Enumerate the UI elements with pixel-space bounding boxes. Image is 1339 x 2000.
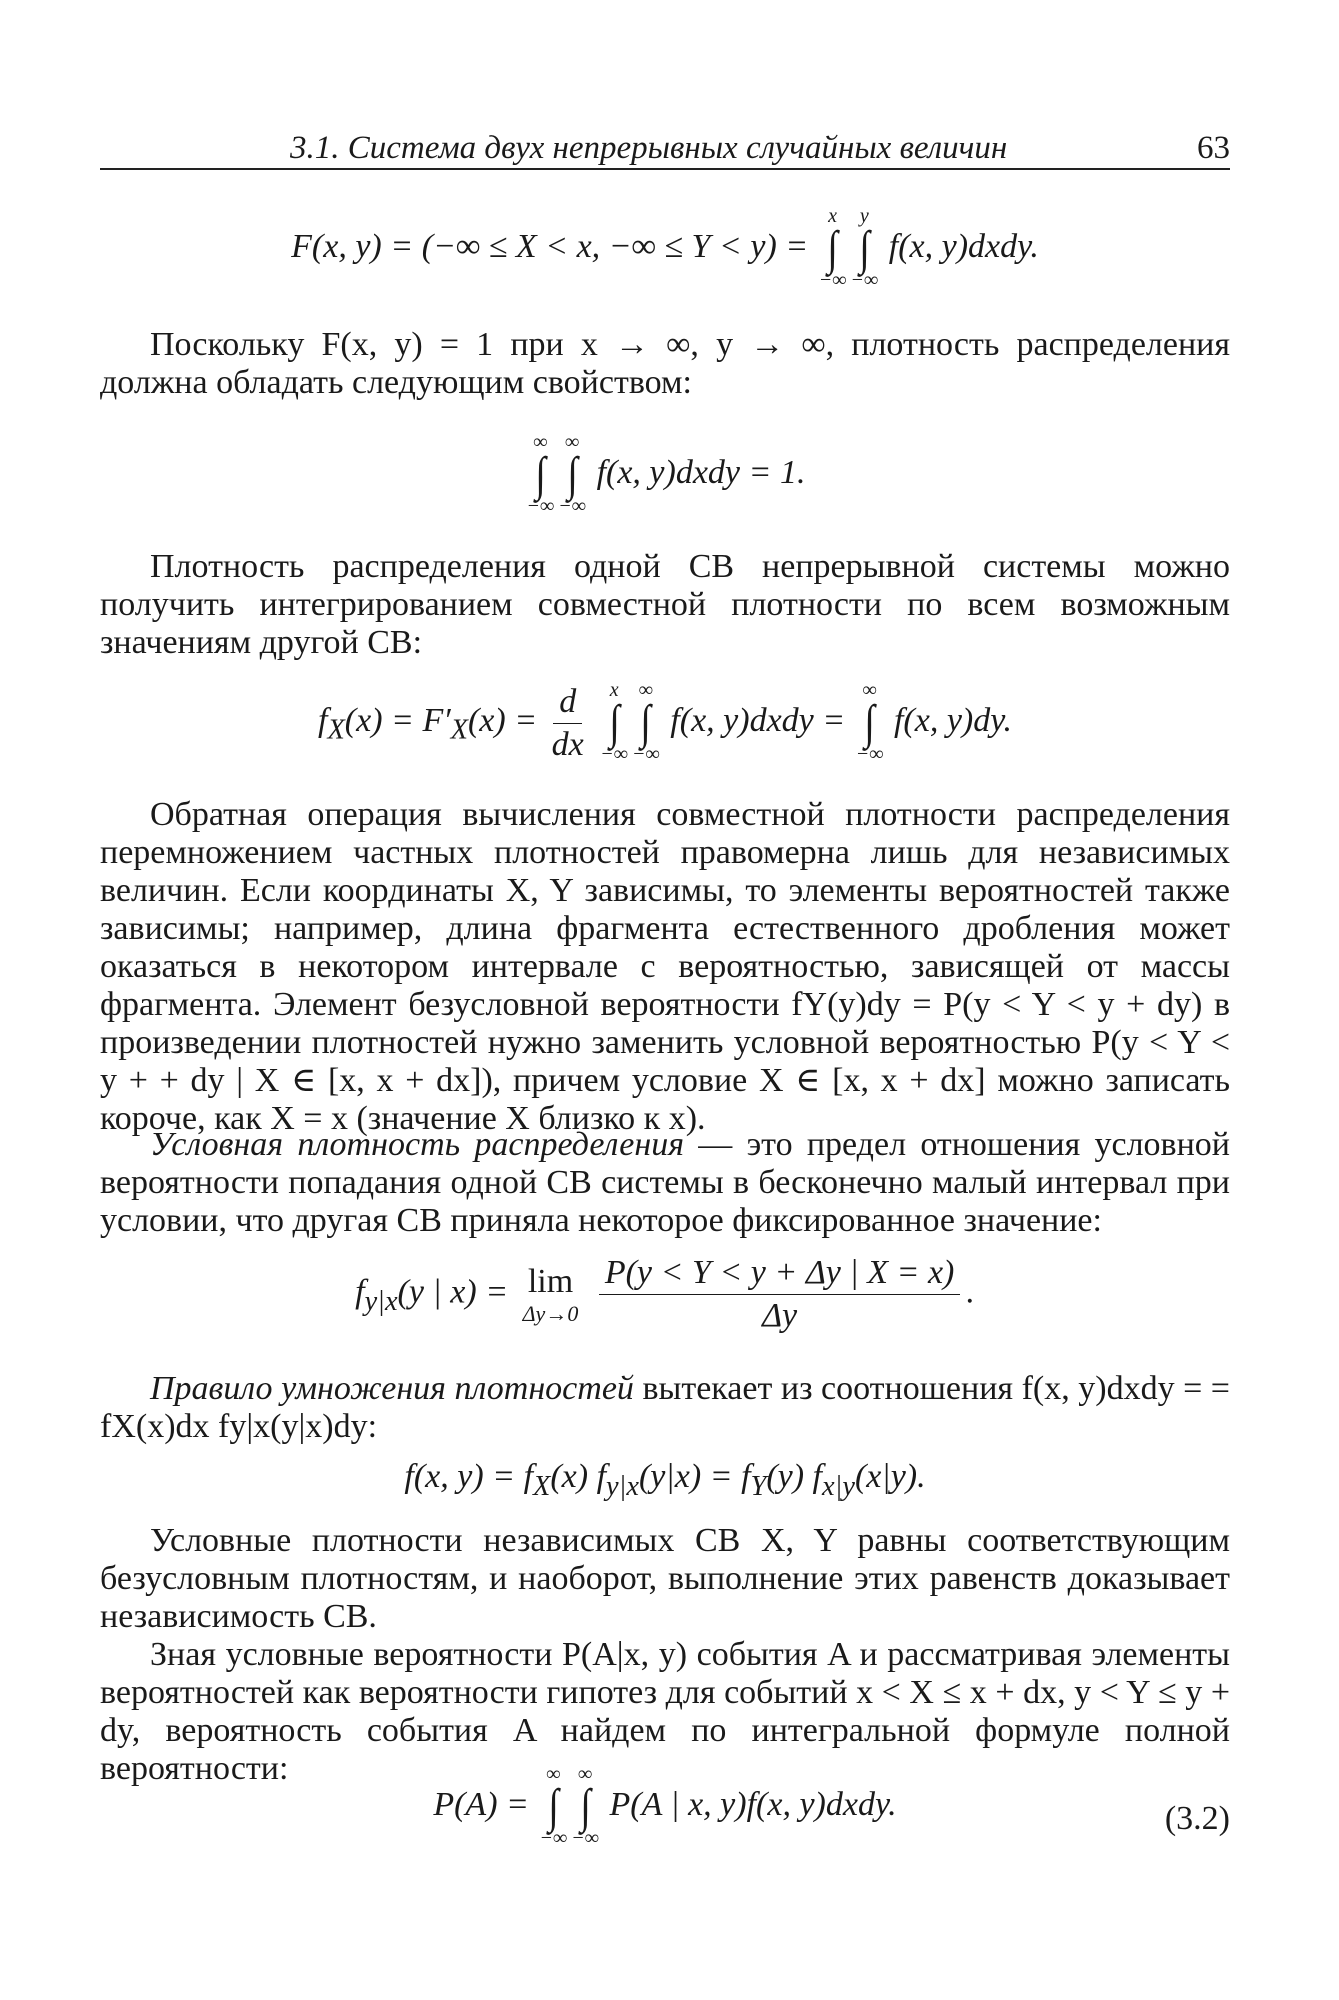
formula-integrand: P(A | x, y)f(x, y)dxdy.	[609, 1785, 897, 1823]
integral-sign: ∞ ∫ −∞	[526, 431, 555, 517]
integral-upper: ∞	[577, 1763, 593, 1785]
formula-subscript: X	[533, 1470, 551, 1502]
formula-normalization	[100, 432, 1230, 518]
integral-sign: ∞ ∫ −∞	[571, 1763, 599, 1849]
paragraph: Поскольку F(x, y) = 1 при x → ∞, y → ∞, плотность распределения должна обладать следующим свойством:	[100, 326, 1230, 401]
formula-total-probability	[100, 1764, 1230, 1850]
limit-subscript: Δy→0	[522, 1300, 579, 1326]
header-rule	[100, 168, 1230, 170]
paragraph-text: вытекает из соотношения f(x, y)dxdy = = fX(x)dx fy|x(y|x)dy:	[100, 1370, 1230, 1445]
formula-subscript: x|y	[822, 1470, 855, 1502]
integral-lower: −∞	[850, 269, 879, 291]
paragraph: Плотность распределения одной СВ непрерывной системы можно получить интегрированием совместной плотности по всем возможным значениям другой СВ:	[100, 548, 1230, 661]
integral-lower: −∞	[571, 1827, 599, 1849]
paragraph-definition	[100, 1370, 1230, 1446]
integral-sign: x ∫ −∞	[600, 679, 629, 765]
formula-marginal-density	[100, 680, 1230, 766]
integral-upper: ∞	[565, 431, 580, 453]
integral-sign: ∞ ∫ −∞	[558, 431, 587, 517]
integral-upper: x	[609, 679, 619, 701]
integral-lower: −∞	[818, 269, 847, 291]
integral-lower: −∞	[632, 743, 660, 765]
formula-part: f	[355, 1273, 365, 1311]
equation-number: (3.2)	[1164, 1800, 1230, 1837]
integral-lower: −∞	[526, 495, 555, 517]
fraction-numerator: d	[553, 683, 582, 724]
integral-upper: ∞	[638, 679, 654, 701]
formula-subscript: Y	[750, 1470, 767, 1502]
paragraph-text: — это предел отношения условной вероятности попадания одной СВ системы в бесконечно малый интервал при условии, что другая СВ приняла некоторое фиксированное значение:	[100, 1126, 1231, 1239]
formula-distribution-function	[100, 206, 1230, 292]
formula-left: F(x, y) = (−∞ ≤ X < x, −∞ ≤ Y < y) =	[291, 227, 809, 265]
derivative-fraction	[552, 683, 584, 764]
integral-upper: x	[828, 205, 838, 227]
formula-part: .	[966, 1273, 975, 1311]
integral-lower: −∞	[600, 743, 629, 765]
formula-multiplication-rule	[100, 1458, 1230, 1503]
formula-part: f(x, y)dy.	[893, 701, 1012, 739]
integral-sign: x ∫ −∞	[818, 205, 847, 291]
integral-upper: ∞	[546, 1763, 561, 1785]
limit-operator	[523, 1263, 579, 1327]
defined-term: Условная плотность распределения	[150, 1126, 685, 1163]
integral-upper: ∞	[533, 431, 548, 453]
fraction-numerator: P(y < Y < y + Δy | X = x)	[599, 1254, 961, 1295]
formula-part: (x) =	[467, 701, 538, 739]
fraction-denominator: Δy	[762, 1297, 798, 1334]
integral-sign: ∞ ∫ −∞	[855, 679, 884, 765]
conditional-fraction	[599, 1254, 961, 1335]
integral-lower: −∞	[558, 495, 587, 517]
page-header	[100, 124, 1230, 170]
paragraph: Условные плотности независимых СВ X, Y равны соответствующим безусловным плотностям, и наоборот, выполнение этих равенств доказывает независимость СВ.	[100, 1522, 1230, 1635]
formula-part: (y) f	[766, 1458, 822, 1495]
formula-subscript: X	[450, 714, 468, 746]
integral-sign: ∞ ∫ −∞	[632, 679, 660, 765]
integral-upper: y	[859, 205, 869, 227]
formula-part: f(x, y)dxdy =	[670, 701, 846, 739]
formula-part: P(A) =	[433, 1785, 529, 1823]
paragraph: Обратная операция вычисления совместной плотности распределения перемножением частных плотностей правомерна лишь для независимых величин. Если координаты X, Y зависимы, то элементы вероятностей также зависимы; например, длина фрагмента естественного дробления может оказаться в некотором интервале с вероятностью, зависящей от массы фрагмента. Элемент безусловной вероятности fY(y)dy = P(y < Y < y + dy) в произведении плотностей нужно заменить условной вероятностью P(y < Y < y + + dy | X ∈ [x, x + dx]), причем условие X ∈ [x, x + dx] можно записать короче, как X = x (значение X близко к x).	[100, 796, 1230, 1137]
formula-part: (y|x) = f	[638, 1458, 751, 1495]
formula-part: (x) f	[550, 1458, 607, 1495]
defined-term: Правило умножения плотностей	[150, 1370, 634, 1407]
paragraph: Зная условные вероятности P(A|x, y) события A и рассматривая элементы вероятностей как вероятности гипотез для событий x < X ≤ x + dx, y < Y ≤ y + dy, вероятность события A найдем по интегральной формуле полной вероятности:	[100, 1636, 1230, 1787]
fraction-denominator: dx	[551, 725, 584, 763]
book-page	[100, 0, 1230, 2000]
integral-lower: −∞	[855, 743, 884, 765]
integral-sign: ∞ ∫ −∞	[539, 1763, 568, 1849]
formula-subscript: y|x	[364, 1286, 398, 1318]
formula-part: (y | x) =	[397, 1273, 509, 1311]
formula-part: (x) = F′	[344, 701, 451, 739]
formula-integrand: f(x, y)dxdy = 1.	[596, 453, 806, 491]
running-title: 3.1. Система двух непрерывных случайных величин	[290, 130, 1008, 166]
limit-label: lim	[527, 1262, 574, 1300]
integral-sign: y ∫ −∞	[850, 205, 879, 291]
formula-conditional-density	[100, 1254, 1230, 1335]
paragraph-definition	[100, 1126, 1230, 1240]
formula-part: f(x, y) = f	[404, 1458, 534, 1495]
page-number: 63	[1197, 130, 1230, 166]
formula-part: f	[318, 701, 328, 739]
formula-part: (x|y).	[854, 1458, 926, 1495]
formula-subscript: X	[327, 714, 345, 746]
integral-upper: ∞	[862, 679, 877, 701]
formula-integrand: f(x, y)dxdy.	[888, 227, 1039, 265]
integral-lower: −∞	[539, 1827, 568, 1849]
formula-subscript: y|x	[606, 1470, 639, 1502]
